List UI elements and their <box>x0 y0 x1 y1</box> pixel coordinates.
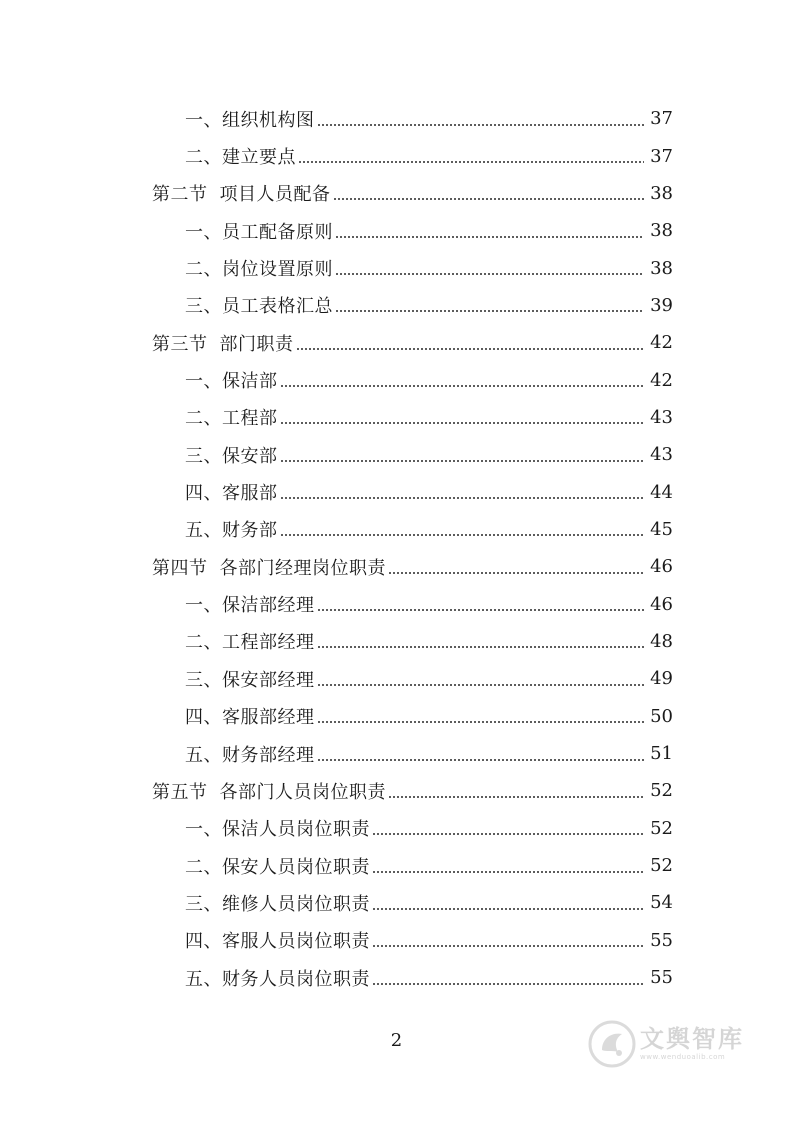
toc-entry-label: 一、保洁人员岗位职责 <box>185 819 370 841</box>
toc-leader-dots <box>280 385 645 387</box>
toc-leader-dots <box>335 273 644 275</box>
toc-entry-label: 三、维修人员岗位职责 <box>185 893 370 915</box>
toc-leader-dots <box>280 422 645 424</box>
toc-entry[interactable] <box>0 212 793 249</box>
watermark <box>588 1020 744 1068</box>
toc-section-title: 部门职责 <box>219 333 294 355</box>
watermark-logo-icon <box>588 1020 636 1068</box>
toc-entry-label: 一、员工配备原则 <box>185 221 333 243</box>
toc-section-entry[interactable] <box>0 175 793 212</box>
toc-leader-dots <box>372 983 644 985</box>
toc-leader-dots <box>317 609 645 611</box>
toc-entry-label: 一、组织机构图 <box>185 109 315 131</box>
toc-leader-dots <box>298 161 644 163</box>
toc-entry[interactable] <box>0 922 793 959</box>
toc-entry[interactable] <box>0 100 793 137</box>
toc-entry-page: 43 <box>650 406 673 428</box>
toc-entry-page: 42 <box>650 332 673 354</box>
toc-entry-label: 二、工程部 <box>185 408 278 430</box>
toc-leader-dots <box>388 572 644 574</box>
toc-entry-label: 二、建立要点 <box>185 147 296 169</box>
toc-section-title: 各部门经理岗位职责 <box>219 557 386 579</box>
toc-entry-label: 四、客服人员岗位职责 <box>185 931 370 953</box>
toc-entry-page: 54 <box>650 892 673 914</box>
toc-section-number: 第二节 <box>152 184 208 206</box>
toc-leader-dots <box>317 124 645 126</box>
toc-section-entry[interactable] <box>0 324 793 361</box>
toc-entry[interactable] <box>0 735 793 772</box>
toc-leader-dots <box>317 721 645 723</box>
toc-leader-dots <box>280 534 645 536</box>
toc-entry-label: 一、保洁部经理 <box>185 595 315 617</box>
toc-entry-page: 48 <box>650 630 673 652</box>
toc-leader-dots <box>372 871 644 873</box>
toc-entry[interactable] <box>0 623 793 660</box>
toc-section-number: 第五节 <box>152 781 208 803</box>
toc-entry[interactable] <box>0 660 793 697</box>
toc-entry-label: 四、客服部 <box>185 483 278 505</box>
toc-leader-dots <box>335 236 644 238</box>
toc-entry-label: 五、财务人员岗位职责 <box>185 968 370 990</box>
toc-entry[interactable] <box>0 436 793 473</box>
toc-entry-page: 55 <box>650 929 673 951</box>
toc-entry-page: 55 <box>650 967 673 989</box>
toc-section-entry[interactable] <box>0 548 793 585</box>
toc-entry-label: 三、员工表格汇总 <box>185 296 333 318</box>
toc-entry[interactable] <box>0 698 793 735</box>
page-number: 2 <box>390 1030 403 1051</box>
toc-entry-page: 52 <box>650 855 673 877</box>
toc-entry[interactable] <box>0 847 793 884</box>
toc-entry-label: 二、工程部经理 <box>185 632 315 654</box>
toc-entry-page: 50 <box>650 705 673 727</box>
toc-section-title: 各部门人员岗位职责 <box>219 781 386 803</box>
toc-entry-page: 49 <box>650 668 673 690</box>
watermark-url: www.wenduoalib.com <box>640 1053 726 1061</box>
toc-entry[interactable] <box>0 810 793 847</box>
toc-leader-dots <box>372 833 644 835</box>
toc-leader-dots <box>280 497 645 499</box>
toc-entry-page: 51 <box>650 743 673 765</box>
table-of-contents <box>0 100 793 996</box>
toc-entry-page: 38 <box>650 220 673 242</box>
toc-entry-page: 52 <box>650 780 673 802</box>
toc-entry[interactable] <box>0 399 793 436</box>
toc-entry-label: 一、保洁部 <box>185 371 278 393</box>
toc-entry-label: 三、保安部 <box>185 445 278 467</box>
toc-entry-page: 37 <box>650 145 673 167</box>
toc-entry-label: 二、岗位设置原则 <box>185 259 333 281</box>
toc-entry[interactable] <box>0 287 793 324</box>
toc-entry-label: 五、财务部经理 <box>185 744 315 766</box>
toc-entry-label: 五、财务部 <box>185 520 278 542</box>
toc-section-entry[interactable] <box>0 772 793 809</box>
toc-entry-page: 42 <box>650 369 673 391</box>
toc-leader-dots <box>280 460 645 462</box>
toc-entry[interactable] <box>0 884 793 921</box>
toc-leader-dots <box>372 945 644 947</box>
toc-entry-page: 43 <box>650 444 673 466</box>
toc-section-title: 项目人员配备 <box>219 184 331 206</box>
toc-section-number: 第四节 <box>152 557 208 579</box>
toc-entry-page: 52 <box>650 817 673 839</box>
watermark-brand: 文舆智库 <box>640 1025 744 1053</box>
toc-entry-page: 44 <box>650 481 673 503</box>
toc-entry-label: 三、保安部经理 <box>185 669 315 691</box>
toc-leader-dots <box>388 796 644 798</box>
toc-entry[interactable] <box>0 959 793 996</box>
toc-leader-dots <box>333 198 645 200</box>
toc-section-number: 第三节 <box>152 333 208 355</box>
toc-leader-dots <box>317 684 645 686</box>
toc-entry[interactable] <box>0 137 793 174</box>
toc-entry-page: 38 <box>650 182 673 204</box>
toc-entry[interactable] <box>0 249 793 286</box>
toc-entry-label: 四、客服部经理 <box>185 707 315 729</box>
toc-leader-dots <box>372 908 644 910</box>
toc-entry[interactable] <box>0 361 793 398</box>
toc-entry-page: 45 <box>650 518 673 540</box>
toc-entry[interactable] <box>0 511 793 548</box>
toc-entry-page: 37 <box>650 108 673 130</box>
toc-leader-dots <box>317 759 645 761</box>
toc-entry-page: 39 <box>650 294 673 316</box>
toc-entry-page: 38 <box>650 257 673 279</box>
toc-entry[interactable] <box>0 473 793 510</box>
toc-leader-dots <box>296 348 645 350</box>
toc-leader-dots <box>335 310 644 312</box>
toc-leader-dots <box>317 646 645 648</box>
toc-entry-page: 46 <box>650 593 673 615</box>
toc-entry-page: 46 <box>650 556 673 578</box>
toc-entry-label: 二、保安人员岗位职责 <box>185 856 370 878</box>
toc-entry[interactable] <box>0 585 793 622</box>
